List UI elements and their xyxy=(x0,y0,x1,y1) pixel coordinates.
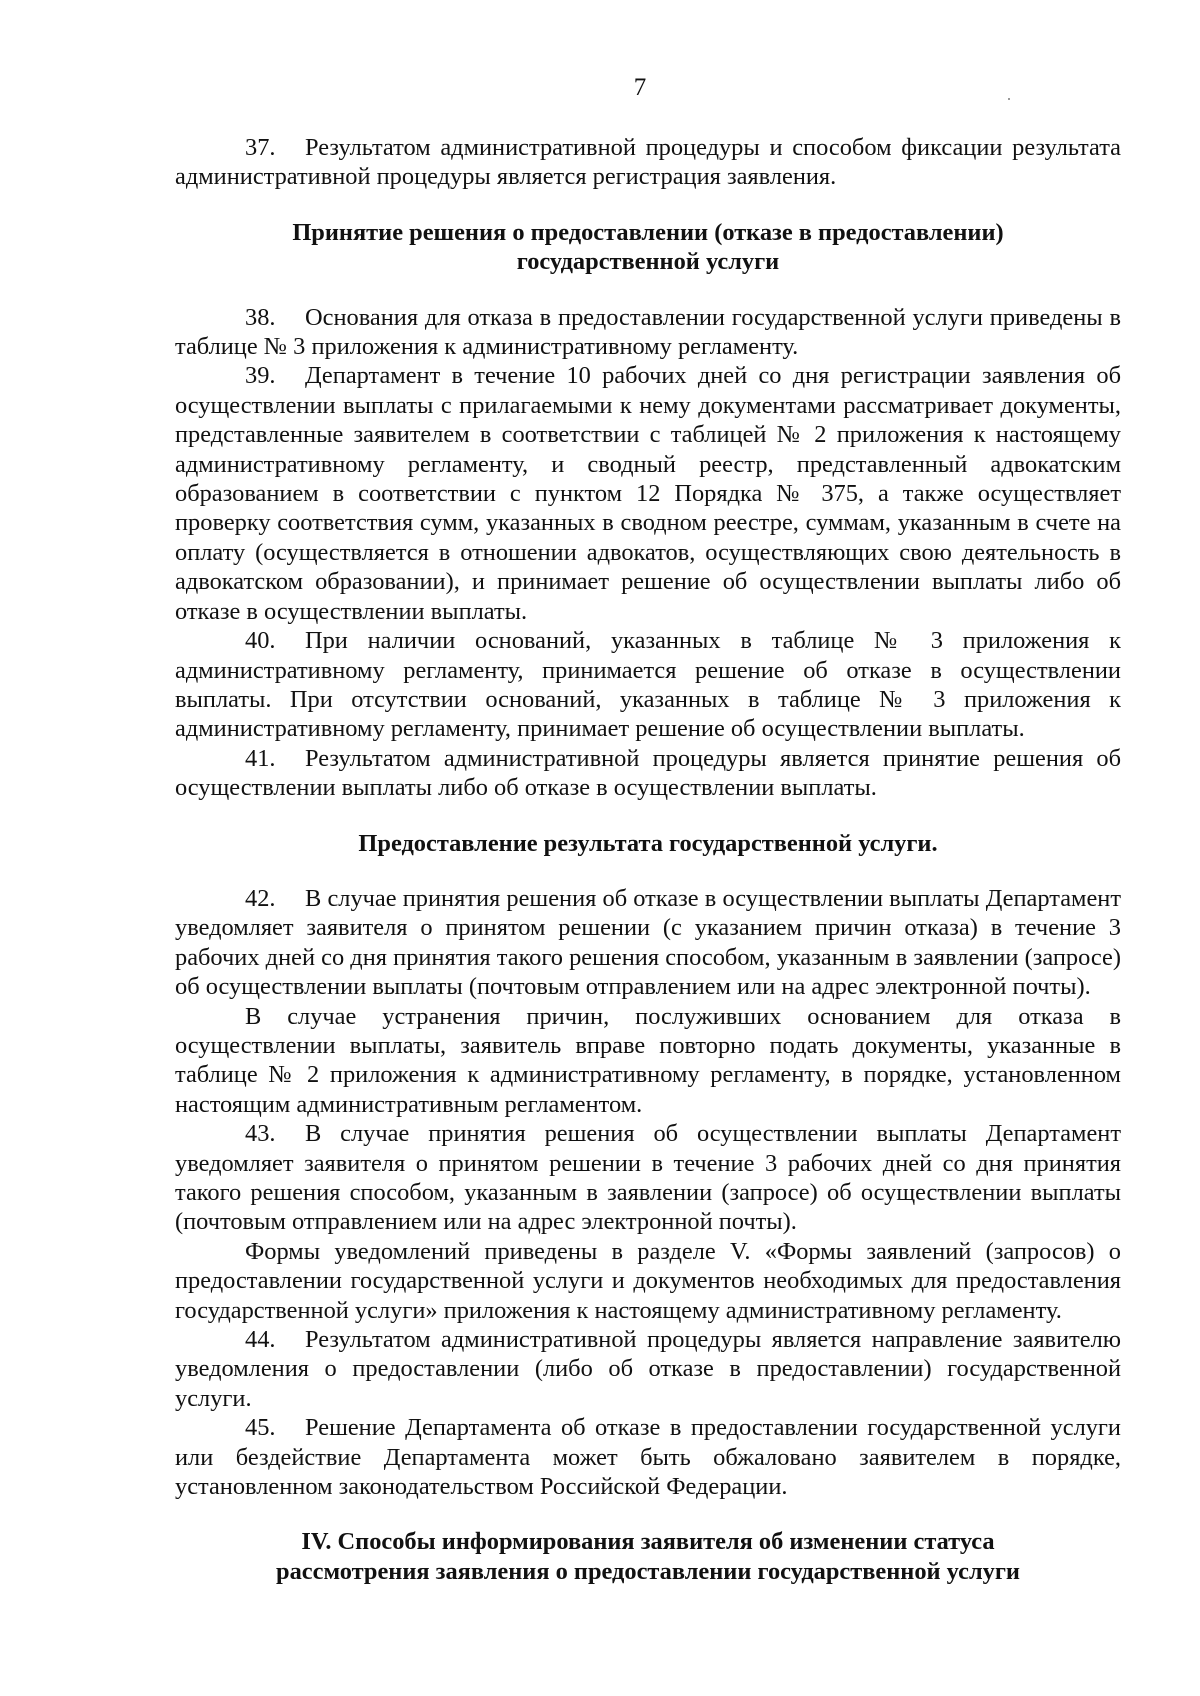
document-body xyxy=(175,133,1121,1586)
heading-line: Принятие решения о предоставлении (отказе в предоставлении) xyxy=(292,218,1004,246)
section-heading-result xyxy=(175,829,1121,858)
paragraph-text: Основания для отказа в предоставлении государственной услуги приведены в таблице № 3 приложения к административному регламенту. xyxy=(175,303,1121,361)
heading-line: рассмотрения заявления о предоставлении государственной услуги xyxy=(276,1557,1020,1585)
paragraph-number: 40. xyxy=(245,627,276,655)
paragraph-text: В случае принятия решения об отказе в осуществлении выплаты Департамент уведомляет заявителя о принятом решении (с указанием причин отказа) в течение 3 рабочих дней со дня принятия такого решения способом, указанным в заявлении (запросе) об осуществлении выплаты (почтовым отправлением или на адрес электронной почты). xyxy=(175,884,1121,1001)
paragraph-42 xyxy=(175,884,1121,1002)
heading-line: государственной услуги xyxy=(516,248,780,276)
scan-speck xyxy=(1008,98,1010,100)
paragraph-43-continued: Формы уведомлений приведены в разделе V. «Формы заявлений (запросов) о предоставлении государственной услуги и документов необходимых для предоставления государственной услуги» приложения к настоящему административному регламенту. xyxy=(175,1237,1121,1324)
heading-line: Предоставление результата государственной услуги. xyxy=(358,829,938,857)
paragraph-40 xyxy=(175,626,1121,744)
paragraph-number: 42. xyxy=(245,884,276,912)
paragraph-42-continued: В случае устранения причин, послуживших основанием для отказа в осуществлении выплаты, заявитель вправе повторно подать документы, указанные в таблице № 2 приложения к административному регламенту, в порядке, установленном настоящим административным регламентом. xyxy=(175,1002,1121,1118)
paragraph-number: 43. xyxy=(245,1120,276,1148)
paragraph-text: Решение Департамента об отказе в предоставлении государственной услуги или бездействие Департамента может быть обжаловано заявителем в порядке, установленном законодательством Российской Федерации. xyxy=(175,1414,1121,1501)
heading-line: IV. Способы информирования заявителя об изменении статуса xyxy=(301,1528,995,1556)
paragraph-text: Департамент в течение 10 рабочих дней со дня регистрации заявления об осуществлении выплаты с прилагаемыми к нему документами рассматривает документы, представленные заявителем в соответствии с таблицей № 2 приложения к настоящему административному регламенту, и сводный реестр, представленный адвокатским образованием в соответствии с пунктом 12 Порядка № 375, а также осуществляет проверку соответствия сумм, указанных в сводном реестре, суммам, указанным в счете на оплату (осуществляется в отношении адвокатов, осуществляющих свою деятельность в адвокатском образовании), и принимает решение об осуществлении выплаты либо об отказе в осуществлении выплаты. xyxy=(175,362,1121,625)
paragraph-37 xyxy=(175,133,1121,192)
paragraph-number: 41. xyxy=(245,744,276,772)
section-heading-decision xyxy=(175,218,1121,277)
paragraph-number: 44. xyxy=(245,1326,276,1354)
paragraph-text: Результатом административной процедуры и способом фиксации результата административной процедуры является регистрация заявления. xyxy=(175,134,1121,191)
page-number: 7 xyxy=(633,74,647,101)
paragraph-text: При наличии оснований, указанных в таблице № 3 приложения к административному регламенту, принимается решение об отказе в осуществлении выплаты. При отсутствии оснований, указанных в таблице № 3 приложения к административному регламенту, принимает решение об осуществлении выплаты. xyxy=(175,627,1121,743)
paragraph-text: В случае принятия решения об осуществлении выплаты Департамент уведомляет заявителя о принятом решении в течение 3 рабочих дней со дня принятия такого решения способом, указанным в заявлении (запросе) об осуществлении выплаты (почтовым отправлением или на адрес электронной почты). xyxy=(175,1120,1121,1236)
paragraph-43 xyxy=(175,1119,1121,1237)
paragraph-41 xyxy=(175,744,1121,803)
section-heading-iv xyxy=(175,1527,1121,1586)
paragraph-44 xyxy=(175,1325,1121,1413)
paragraph-text: Результатом административной процедуры является направление заявителю уведомления о предоставлении (либо об отказе в предоставлении) государственной услуги. xyxy=(175,1326,1121,1412)
paragraph-45 xyxy=(175,1413,1121,1501)
paragraph-number: 38. xyxy=(245,303,276,331)
paragraph-number: 39. xyxy=(245,362,276,390)
paragraph-text: Результатом административной процедуры является принятие решения об осуществлении выплаты либо об отказе в осуществлении выплаты. xyxy=(175,744,1121,802)
paragraph-number: 37. xyxy=(245,134,276,161)
paragraph-number: 45. xyxy=(245,1414,276,1442)
paragraph-38 xyxy=(175,303,1121,362)
paragraph-39 xyxy=(175,361,1121,626)
